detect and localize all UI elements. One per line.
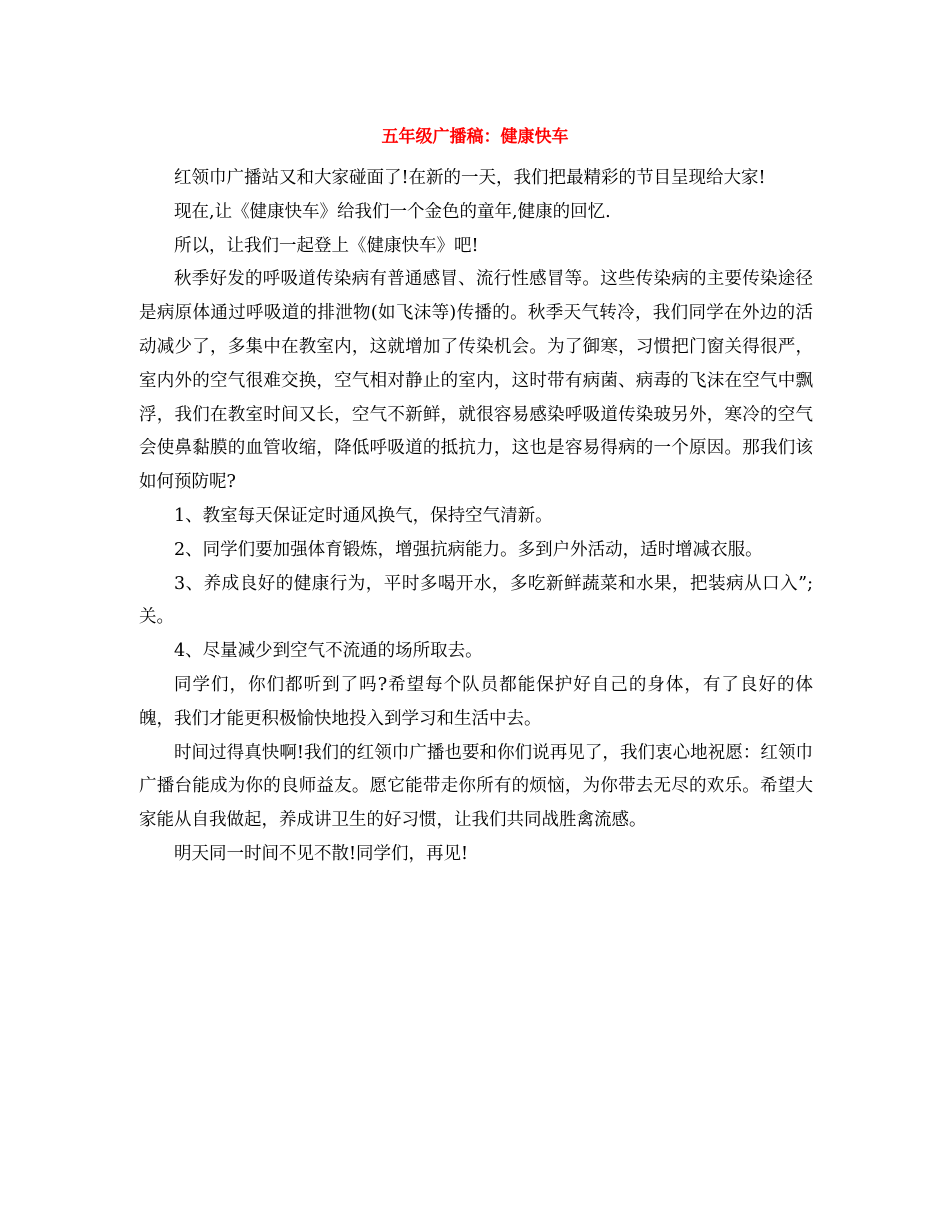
document-body	[139, 162, 813, 872]
document-title: 五年级广播稿：健康快车	[381, 127, 569, 147]
list-item-2: 2、同学们要加强体育锻炼，增强抗病能力。多到户外活动，适时增减衣服。	[174, 539, 763, 560]
paragraph-farewell: 明天同一时间不见不散!同学们，再见!	[174, 843, 469, 864]
paragraph-greeting: 红领巾广播站又和大家碰面了!在新的一天，我们把最精彩的节目呈现给大家!	[174, 168, 766, 188]
list-item-3: 3、养成良好的健康行为，平时多喝开水，多吃新鲜蔬菜和水果，把装病从口入”;关。	[139, 573, 813, 628]
paragraph-closing-2: 时间过得真快啊!我们的红领巾广播也要和你们说再见了，我们衷心地祝愿：红领巾广播台能成为你的良师益友。愿它能带走你所有的烦恼，为你带去无尽的欢乐。希望大家能从自我做起，养成讲卫生的好习惯，让我们共同战胜禽流感。	[139, 742, 813, 831]
paragraph-intro: 现在,让《健康快车》给我们一个金色的童年,健康的回忆.	[174, 201, 611, 222]
list-item-4: 4、尽量减少到空气不流通的场所取去。	[174, 641, 483, 662]
list-item-1: 1、教室每天保证定时通风换气，保持空气清新。	[174, 505, 553, 526]
paragraph-board: 所以，让我们一起登上《健康快车》吧!	[174, 235, 479, 256]
paragraph-closing-1: 同学们，你们都听到了吗?希望每个队员都能保护好自己的身体，有了良好的体魄，我们才能更积极愉快地投入到学习和生活中去。	[139, 674, 813, 729]
paragraph-main: 秋季好发的呼吸道传染病有普通感冒、流行性感冒等。这些传染病的主要传染途径是病原体通过呼吸道的排泄物(如飞沫等)传播的。秋季天气转冷，我们同学在外边的活动减少了，多集中在教室内，这就增加了传染机会。为了御寒，习惯把门窗关得很严，室内外的空气很难交换，空气相对静止的室内，这时带有病菌、病毒的飞沫在空气中飘浮，我们在教室时间又长，空气不新鲜，就很容易感染呼吸道传染玻另外，寒冷的空气会使鼻黏膜的血管收缩，降低呼吸道的抵抗力，这也是容易得病的一个原因。那我们该如何预防呢?	[139, 269, 813, 493]
